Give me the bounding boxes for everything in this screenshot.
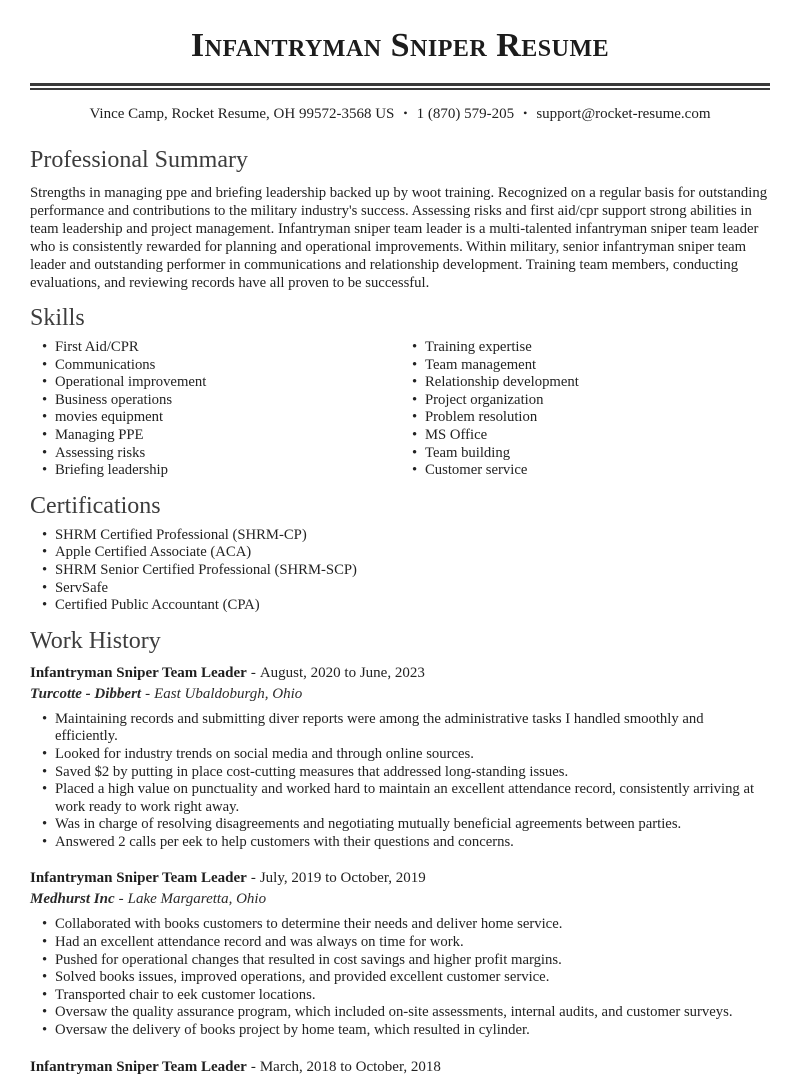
job-bullet-list	[30, 916, 770, 1039]
skills-list-left	[30, 339, 400, 480]
dash-separator: -	[118, 891, 124, 908]
job-title-line	[30, 664, 770, 683]
job-bullet: • Answered 2 calls per eek to help customers with their questions and concerns.	[42, 834, 770, 852]
skill-item: • Customer service	[412, 462, 770, 480]
job-bullet: • Solved books issues, improved operations, and provided excellent customer service.	[42, 969, 770, 987]
skill-item: • Operational improvement	[42, 374, 400, 392]
contact-email: support@rocket-resume.com	[536, 106, 711, 122]
job-bullet: • Oversaw the delivery of books project by home team, which resulted in cylinder.	[42, 1022, 770, 1040]
section-heading-skills: Skills	[30, 305, 85, 331]
skills-column-left	[30, 331, 400, 480]
skill-item: • Business operations	[42, 392, 400, 410]
skill-item: • Managing PPE	[42, 427, 400, 445]
job-bullet: • Was in charge of resolving disagreements and negotiating mutually beneficial agreements between parties.	[42, 816, 770, 834]
work-history	[30, 664, 770, 1077]
page-title: Infantryman Sniper Resume	[190, 27, 610, 64]
job-dates: August, 2020 to June, 2023	[259, 664, 425, 681]
dash-separator: -	[250, 870, 256, 887]
skill-item: • MS Office	[412, 427, 770, 445]
job-title: Infantryman Sniper Team Leader	[30, 1058, 247, 1075]
job-bullet: • Looked for industry trends on social media and through online sources.	[42, 746, 770, 764]
skills-columns	[30, 331, 770, 480]
skill-item: • Project organization	[412, 392, 770, 410]
section-heading-certifications: Certifications	[30, 492, 161, 519]
skills-list-right	[400, 339, 770, 480]
certification-item: • Apple Certified Associate (ACA)	[42, 544, 770, 562]
section-heading-work-history: Work History	[30, 627, 161, 654]
certification-item: • SHRM Certified Professional (SHRM-CP)	[42, 527, 770, 545]
contact-phone: 1 (870) 579-205	[416, 106, 515, 122]
job-company-line	[30, 685, 770, 704]
job-bullet: • Maintaining records and submitting diver reports were among the administrative tasks I handled smoothly and efficiently.	[42, 711, 770, 746]
skill-item: • First Aid/CPR	[42, 339, 400, 357]
job-entry	[30, 1058, 770, 1077]
job-bullet: • Pushed for operational changes that resulted in cost savings and higher profit margins.	[42, 952, 770, 970]
job-company-line	[30, 890, 770, 909]
job-entry	[30, 869, 770, 1039]
job-bullet: • Had an excellent attendance record and was always on time for work.	[42, 934, 770, 952]
certification-item: • Certified Public Accountant (CPA)	[42, 597, 770, 615]
job-bullet: • Transported chair to eek customer locations.	[42, 987, 770, 1005]
job-title: Infantryman Sniper Team Leader	[30, 664, 247, 681]
job-title-line	[30, 869, 770, 888]
skill-item: • Training expertise	[412, 339, 770, 357]
job-bullet-list	[30, 711, 770, 852]
certifications-list	[30, 527, 770, 615]
bullet-separator: •	[403, 106, 408, 120]
skill-item: • Briefing leadership	[42, 462, 400, 480]
job-bullet: • Saved $2 by putting in place cost-cutting measures that addressed long-standing issues.	[42, 764, 770, 782]
job-bullet: • Oversaw the quality assurance program, which included on-site assessments, internal audits, and customer surveys.	[42, 1004, 770, 1022]
job-bullet: • Collaborated with books customers to determine their needs and deliver home service.	[42, 916, 770, 934]
contact-line	[30, 104, 770, 124]
header-divider	[30, 83, 770, 90]
job-title-line	[30, 1058, 770, 1077]
dash-separator: -	[250, 1058, 256, 1075]
skill-item: • Communications	[42, 357, 400, 375]
job-dates: July, 2019 to October, 2019	[259, 870, 426, 887]
skill-item: • Team building	[412, 445, 770, 463]
bullet-separator: •	[523, 106, 528, 120]
skill-item: • Relationship development	[412, 374, 770, 392]
certification-item: • SHRM Senior Certified Professional (SHRM-SCP)	[42, 562, 770, 580]
dash-separator: -	[145, 685, 151, 702]
job-location: Lake Margaretta, Ohio	[127, 891, 267, 908]
contact-address: Vince Camp, Rocket Resume, OH 99572-3568 US	[89, 106, 395, 122]
skill-item: • movies equipment	[42, 409, 400, 427]
job-location: East Ubaldoburgh, Ohio	[154, 685, 303, 702]
skill-item: • Assessing risks	[42, 445, 400, 463]
job-bullet: • Placed a high value on punctuality and worked hard to maintain an excellent attendance record, consistently arriving at work ready to work right away.	[42, 781, 770, 816]
skill-item: • Team management	[412, 357, 770, 375]
dash-separator: -	[250, 664, 256, 681]
job-company: Turcotte - Dibbert	[30, 685, 142, 702]
skill-item: • Problem resolution	[412, 409, 770, 427]
section-heading-summary: Professional Summary	[30, 147, 248, 173]
job-title: Infantryman Sniper Team Leader	[30, 870, 247, 887]
job-dates: March, 2018 to October, 2018	[259, 1058, 441, 1075]
certification-item: • ServSafe	[42, 580, 770, 598]
job-entry	[30, 664, 770, 852]
summary-paragraph: Strengths in managing ppe and briefing leadership backed up by woot training. Recognized on a regular basis for outstanding performance and contributions to the military industry's success. Assessing risks and first aid/cpr support strong abilities in team leadership and project management. Infantryman sniper team leader is a multi-talented infantryman sniper team leader who is consistently rewarded for planning and operational improvements. Within military, senior infantryman sniper team leader and outstanding performer in communications and relationship development. Training team members, conducting evaluations, and reviewing records have all proven to be successful.	[30, 185, 768, 291]
skills-column-right	[400, 331, 770, 480]
job-company: Medhurst Inc	[30, 891, 115, 908]
